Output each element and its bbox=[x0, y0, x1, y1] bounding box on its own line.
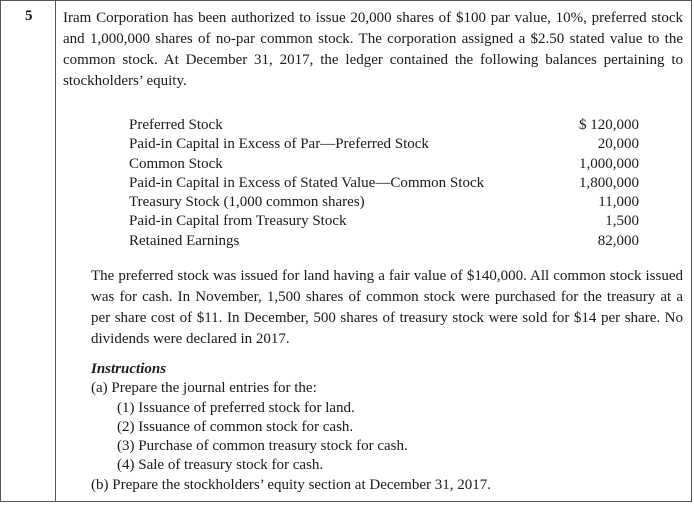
balance-row bbox=[129, 116, 639, 135]
balance-row bbox=[129, 193, 639, 212]
balance-amount: 1,800,000 bbox=[579, 174, 639, 191]
number-column bbox=[1, 1, 56, 501]
balance-label: Retained Earnings bbox=[129, 232, 240, 249]
instructions-heading: Instructions bbox=[91, 361, 167, 377]
balance-label: Paid-in Capital from Treasury Stock bbox=[129, 213, 347, 230]
balance-label: Preferred Stock bbox=[129, 117, 223, 133]
balance-amount: 11,000 bbox=[598, 194, 639, 211]
intro-paragraph: Iram Corporation has been authorized to issue 20,000 shares of $100 par value, 10%, preferred stock and 1,000,000 shares of no-par common stock. The corporation assigned a $2.50 stated value to the common stock. At December 31, 2017, the ledger contained the following balances pertaining to stockholders’ equity. bbox=[63, 10, 683, 89]
balance-label: Paid-in Capital in Excess of Par—Preferred Stock bbox=[129, 136, 429, 153]
balance-row bbox=[129, 212, 639, 231]
instruction-part-b: (b) Prepare the stockholders’ equity section at December 31, 2017. bbox=[91, 476, 492, 493]
instruction-sub-item: (4) Sale of treasury stock for cash. bbox=[117, 457, 324, 474]
balances-list bbox=[129, 116, 639, 251]
balance-row bbox=[129, 155, 639, 174]
instruction-sub-item: (2) Issuance of common stock for cash. bbox=[117, 418, 354, 435]
instructions-block bbox=[91, 360, 681, 495]
balance-amount: 1,500 bbox=[605, 213, 639, 230]
problem-number: 5 bbox=[25, 8, 33, 24]
problem-content bbox=[63, 8, 683, 493]
instruction-part-a: (a) Prepare the journal entries for the: bbox=[91, 380, 317, 397]
balance-amount: 82,000 bbox=[597, 232, 639, 249]
balance-label: Paid-in Capital in Excess of Stated Value—Common Stock bbox=[129, 174, 485, 191]
balance-label: Common Stock bbox=[129, 155, 223, 172]
balance-amount: $ 120,000 bbox=[579, 117, 639, 133]
instruction-sub-item: (3) Purchase of common treasury stock for cash. bbox=[117, 438, 408, 455]
instruction-sub-item: (1) Issuance of preferred stock for land. bbox=[117, 399, 355, 416]
balance-row bbox=[129, 135, 639, 154]
balance-row bbox=[129, 174, 639, 193]
balance-amount: 20,000 bbox=[597, 136, 639, 153]
balance-label: Treasury Stock (1,000 common shares) bbox=[129, 194, 365, 211]
balance-row bbox=[129, 232, 639, 251]
balance-amount: 1,000,000 bbox=[579, 155, 639, 172]
details-paragraph: The preferred stock was issued for land having a fair value of $140,000. All common stock issued was for cash. In November, 1,500 shares of common stock were purchased for the treasury at a per share cost of $11. In December, 500 shares of treasury stock were sold for $14 per share. No dividends were declared in 2017. bbox=[91, 268, 683, 347]
